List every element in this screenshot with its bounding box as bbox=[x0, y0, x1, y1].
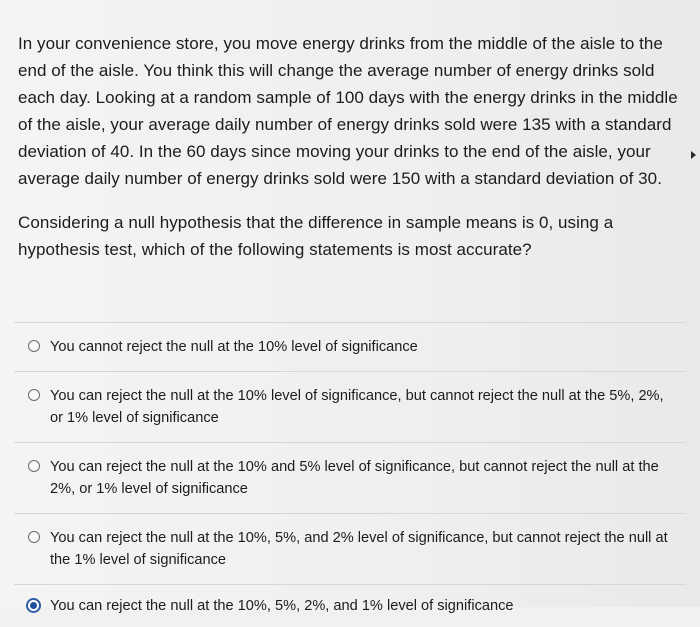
question-block bbox=[18, 30, 686, 263]
radio-selected-icon[interactable] bbox=[26, 598, 41, 613]
answer-option-1[interactable] bbox=[14, 336, 686, 358]
question-paragraph-2: Considering a null hypothesis that the difference in sample means is 0, using a hypothesis test, which of the following statements is most accurate? bbox=[18, 213, 614, 259]
answer-option-3[interactable] bbox=[14, 456, 686, 500]
radio-unchecked-icon[interactable] bbox=[28, 340, 40, 352]
answer-option-label: You can reject the null at the 10%, 5%, 2%, and 1% level of significance bbox=[50, 598, 514, 614]
answer-option-5[interactable] bbox=[14, 595, 686, 617]
divider bbox=[14, 584, 686, 585]
radio-unchecked-icon[interactable] bbox=[28, 389, 40, 401]
divider bbox=[14, 513, 686, 514]
answer-option-2[interactable] bbox=[14, 385, 686, 429]
answer-options bbox=[14, 322, 686, 627]
answer-option-label: You can reject the null at the 10%, 5%, and 2% level of significance, but cannot reject the null at the 1% level of significance bbox=[50, 530, 668, 568]
answer-option-4[interactable] bbox=[14, 527, 686, 571]
divider bbox=[14, 442, 686, 443]
divider bbox=[14, 322, 686, 323]
divider bbox=[14, 371, 686, 372]
answer-option-label: You cannot reject the null at the 10% level of significance bbox=[50, 339, 418, 355]
radio-unchecked-icon[interactable] bbox=[28, 460, 40, 472]
right-arrow-icon[interactable] bbox=[691, 151, 696, 159]
radio-unchecked-icon[interactable] bbox=[28, 531, 40, 543]
answer-option-label: You can reject the null at the 10% level of significance, but cannot reject the null at the 5%, 2%, or 1% level of significance bbox=[50, 388, 664, 426]
question-paragraph-1: In your convenience store, you move energy drinks from the middle of the aisle to the end of the aisle. You think this will change the average number of energy drinks sold each day. Looking at a random sample of 100 days with the energy drinks in the middle of the aisle, your average daily number of energy drinks sold were 135 with a standard deviation of 40. In the 60 days since moving your drinks to the end of the aisle, your average daily number of energy drinks sold were 150 with a standard deviation of 30. bbox=[18, 34, 678, 188]
answer-option-label: You can reject the null at the 10% and 5% level of significance, but cannot reject the null at the 2%, or 1% level of significance bbox=[50, 459, 659, 497]
